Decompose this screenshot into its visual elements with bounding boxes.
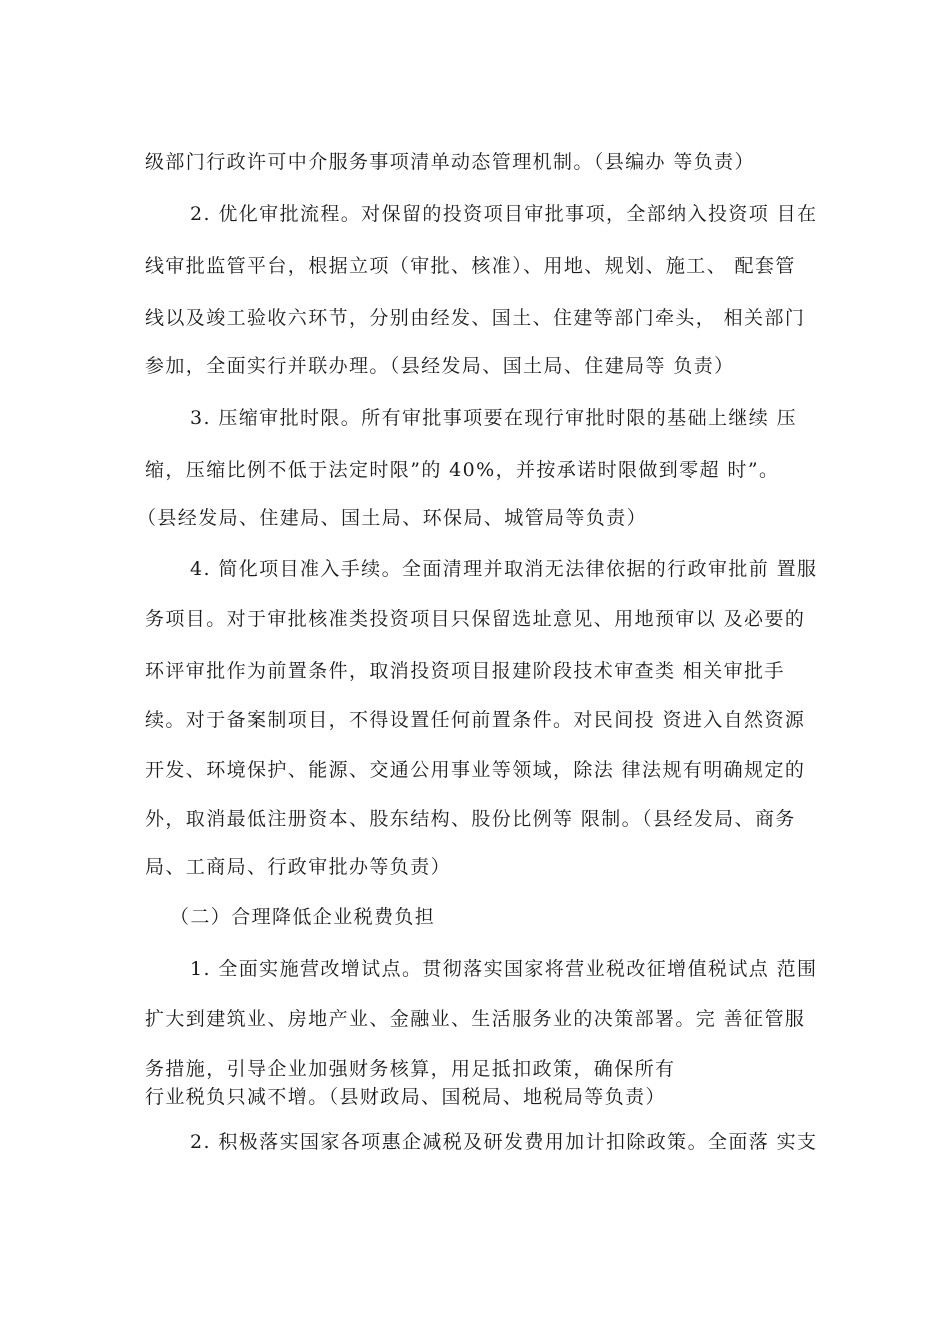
text-line: 扩大到建筑业、房地产业、金融业、生活服务业的决策部署。完 善征管服	[145, 1008, 806, 1030]
text-line: 线审批监管平台，根据立项（审批、核准）、用地、规划、施工、 配套管	[145, 255, 796, 277]
text-line: 2. 积极落实国家各项惠企减税及研发费用加计扣除政策。全面落 实支	[190, 1131, 818, 1153]
text-line: 务项目。对于审批核准类投资项目只保留选址意见、用地预审以 及必要的	[145, 608, 806, 630]
text-line: 务措施，引导企业加强财务核算，用足抵扣政策，确保所有	[145, 1058, 676, 1080]
text-line: 2. 优化审批流程。对保留的投资项目审批事项，全部纳入投资项 目在	[190, 203, 818, 225]
text-line: 开发、环境保护、能源、交通公用事业等领域，除法 律法规有明确规定的	[145, 759, 806, 781]
text-line: 3. 压缩审批时限。所有审批事项要在现行审批时限的基础上继续 压	[190, 407, 798, 429]
text-line: 续。对于备案制项目，不得设置任何前置条件。对民间投 资进入自然资源	[145, 709, 806, 731]
text-line: 行业税负只减不增。（县财政局、国税局、地税局等负责）	[145, 1086, 666, 1108]
text-line: 级部门行政许可中介服务事项清单动态管理机制。（县编办 等负责）	[145, 151, 755, 173]
text-line: 外，取消最低注册资本、股东结构、股份比例等 限制。（县经发局、商务	[145, 808, 796, 830]
text-line: 局、工商局、行政审批办等负责）	[145, 856, 452, 878]
text-line: 参加，全面实行并联办理。（县经发局、国土局、住建局等 负责）	[145, 355, 735, 377]
section-heading: （二）合理降低企业税费负担	[170, 906, 436, 928]
text-line: 1. 全面实施营改增试点。贯彻落实国家将营业税改征增值税试点 范围	[190, 958, 818, 980]
text-line: 线以及竣工验收六环节，分别由经发、国土、住建等部门牵头， 相关部门	[145, 307, 806, 329]
text-line: （县经发局、住建局、国土局、环保局、城管局等负责）	[137, 507, 648, 529]
text-line: 环评审批作为前置条件，取消投资项目报建阶段技术审查类 相关审批手	[145, 660, 785, 682]
text-line: 缩，压缩比例不低于法定时限”的 40%，并按承诺时限做到零超 时”。	[145, 459, 780, 481]
text-line: 4. 简化项目准入手续。全面清理并取消无法律依据的行政审批前 置服	[190, 558, 818, 580]
